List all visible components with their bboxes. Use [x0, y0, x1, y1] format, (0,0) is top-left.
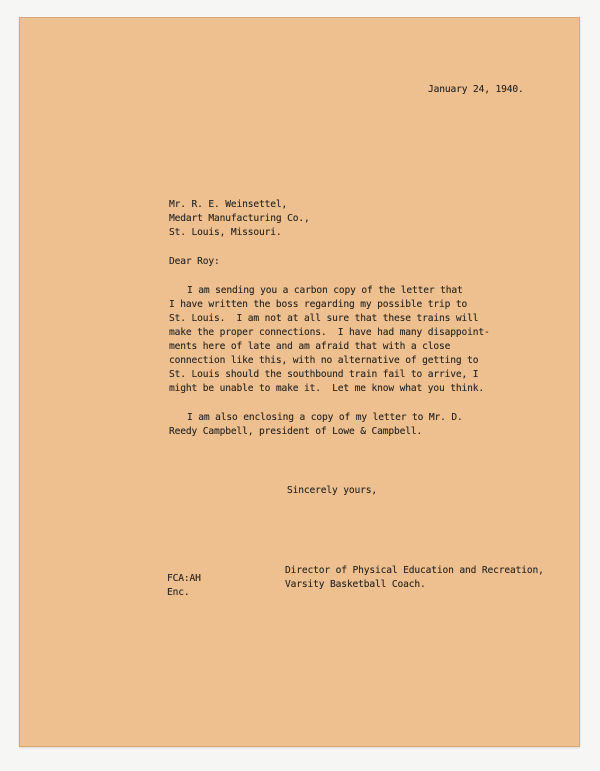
enclosure-note: Enc.: [167, 587, 190, 598]
salutation: Dear Roy:: [169, 256, 220, 267]
body-line: ments here of late and am afraid that with a close: [169, 341, 451, 352]
typist-initials: FCA:AH: [167, 573, 201, 584]
body-line: St. Louis should the southbound train fail to arrive, I: [169, 369, 479, 380]
body-line: St. Louis. I am not at all sure that these trains will: [169, 313, 479, 324]
signature-title-line: Varsity Basketball Coach.: [285, 579, 426, 590]
body-line: connection like this, with no alternative of getting to: [169, 355, 479, 366]
letter-sheet: [19, 17, 580, 747]
recipient-company: Medart Manufacturing Co.,: [169, 213, 310, 224]
signature-title-line: Director of Physical Education and Recreation,: [285, 565, 544, 576]
body-line: make the proper connections. I have had many disappoint-: [169, 327, 490, 338]
body-line: I am sending you a carbon copy of the letter that: [187, 285, 463, 296]
letter-date: January 24, 1940.: [428, 84, 524, 95]
body-line: Reedy Campbell, president of Lowe & Campbell.: [169, 426, 423, 437]
closing: Sincerely yours,: [287, 485, 378, 496]
body-line: I have written the boss regarding my possible trip to: [169, 299, 468, 310]
body-line: I am also enclosing a copy of my letter to Mr. D.: [187, 412, 463, 423]
recipient-city: St. Louis, Missouri.: [169, 227, 282, 238]
recipient-name: Mr. R. E. Weinsettel,: [169, 199, 288, 210]
body-line: might be unable to make it. Let me know what you think.: [169, 383, 485, 394]
